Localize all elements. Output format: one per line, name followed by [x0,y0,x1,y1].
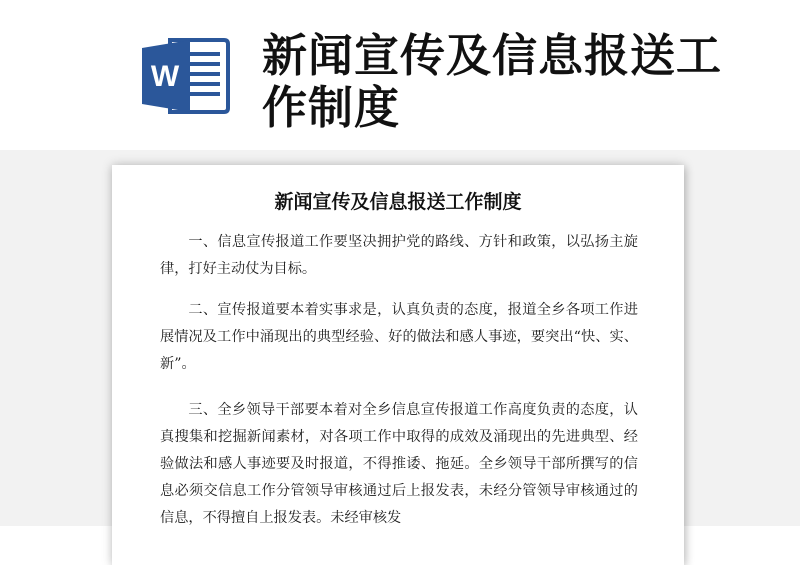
page-title: 新闻宣传及信息报送工作制度 [262,29,723,134]
paragraph-3: 三、全乡领导干部要本着对全乡信息宣传报道工作高度负责的态度，认真搜集和挖掘新闻素材，对各项工作中取得的成效及涌现出的先进典型、经验做法和感人事迹要及时报道，不得推诿、拖延。全乡领导干部所撰写的信息必须交信息工作分管领导审核通过后上报发表，未经分管领导审核通过的信息，不得擅自上报发表。未经审核发 [160,402,638,526]
document-page [112,165,684,565]
header-banner [0,0,800,150]
word-document-icon [140,38,230,114]
word-icon-letter: W [150,60,180,93]
paragraph-1: 一、信息宣传报道工作要坚决拥护党的路线、方针和政策，以弘扬主旋律，打好主动仗为目标。 [160,234,638,277]
document-title: 新闻宣传及信息报送工作制度 [274,191,522,213]
paragraph-2: 二、宣传报道要本着实事求是，认真负责的态度，报道全乡各项工作进展情况及工作中涌现出的典型经验、好的做法和感人事迹，要突出“快、实、新”。 [160,302,638,372]
